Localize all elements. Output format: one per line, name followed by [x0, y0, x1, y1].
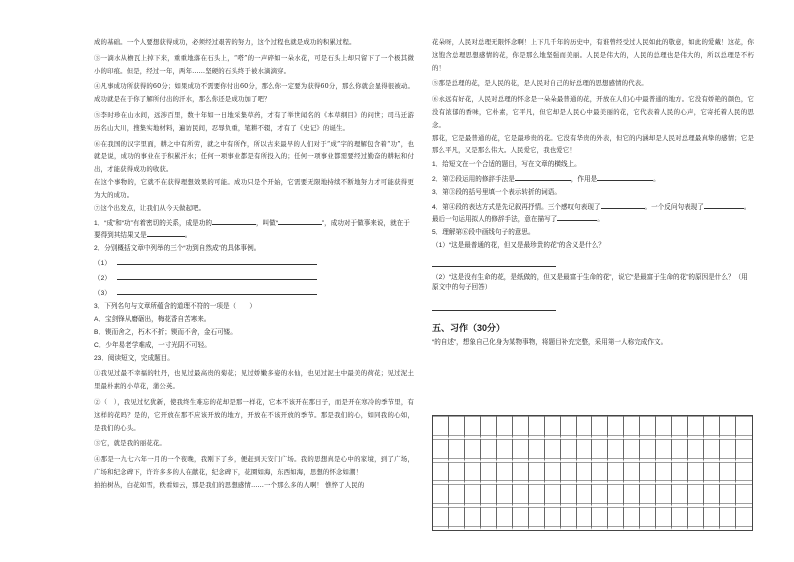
- grid-cell[interactable]: [608, 507, 624, 530]
- grid-cell[interactable]: [720, 462, 736, 485]
- answer-line[interactable]: [117, 272, 317, 280]
- grid-cell[interactable]: [545, 484, 561, 507]
- grid-cell[interactable]: [529, 484, 545, 507]
- grid-cell[interactable]: [688, 439, 704, 462]
- question-1: 1．“成”和“功”有着密切的关系，成是功的 ，叫做“ ”，成功对于做事来说，就在于要得到其结果又是 。: [94, 217, 414, 241]
- right-paragraph-3: ⑥永远有好花，人民对总理的怀念是一朵朵最普通的花，开放在人们心中最普通的地方。它没有娇艳的颜色，它没有浓郁的香味，它朴素，它平凡，但它却是人民心中最美丽的花，它代表着人民的心声，它寄托着人民的思念。: [432, 95, 754, 129]
- grid-cell[interactable]: [577, 439, 593, 462]
- question-23: 23．阅读短文，完成题目。: [94, 355, 174, 363]
- grid-cell[interactable]: [704, 462, 720, 485]
- left-paragraph-7: ⑦这个出发点，让我们从今天做起吧。: [94, 203, 206, 212]
- grid-cell[interactable]: [704, 507, 720, 530]
- grid-cell[interactable]: [433, 484, 449, 507]
- reading-paragraph-1: ①我见过最不幸福的牡丹，也见过最高贵的菊花；见过娇嫩多姿的水仙，也见过泥土中最美的荷花；见过泥土里最朴素的小草花，蒲公英。: [94, 369, 414, 391]
- grid-cell[interactable]: [736, 507, 752, 530]
- grid-cell[interactable]: [481, 462, 497, 485]
- grid-cell[interactable]: [561, 507, 577, 530]
- right-paragraph-2: ⑤那是总理的花，是人民的花，是人民对自己的好总理的思想感情的代表。: [432, 79, 648, 88]
- answer-blank[interactable]: [212, 217, 256, 225]
- question-3: 3．下列名句与文章所蕴含的道理不符的一项是（ ）: [94, 303, 256, 311]
- r-question-2: 2．第②段运用的修辞手法是 ，作用是 。: [432, 173, 754, 185]
- question-2-item-2: （2）: [94, 272, 414, 284]
- grid-cell[interactable]: [481, 507, 497, 530]
- grid-cell[interactable]: [688, 416, 704, 439]
- writing-grid[interactable]: [432, 415, 753, 531]
- question-2-item-1: （1）: [94, 257, 414, 269]
- grid-cell[interactable]: [513, 416, 529, 439]
- grid-cell[interactable]: [640, 416, 656, 439]
- grid-cell[interactable]: [545, 462, 561, 485]
- answer-line[interactable]: [117, 287, 317, 295]
- grid-cell[interactable]: [704, 416, 720, 439]
- answer-blank[interactable]: [278, 217, 322, 225]
- grid-cell[interactable]: [736, 439, 752, 462]
- r-question-5-1: （1）“这是最普通的花，但又是最珍贵的花”的含义是什么？: [432, 242, 605, 250]
- grid-cell[interactable]: [529, 462, 545, 485]
- grid-cell[interactable]: [592, 484, 608, 507]
- grid-cell[interactable]: [497, 507, 513, 530]
- grid-cell[interactable]: [608, 416, 624, 439]
- grid-cell[interactable]: [592, 507, 608, 530]
- left-paragraph-1: 成的基础。一个人要想获得成功，必须经过艰苦的努力，这个过程也就是成功的积累过程。: [94, 38, 356, 46]
- grid-cell[interactable]: [577, 462, 593, 485]
- left-paragraph-2: ③一滴水从檐瓦上掉下来，重重地落在石头上，“嗒”的一声碎如一朵水花，可是石头上却只留下了一个极其微小的印痕。但是，经过一年，两年……坚硬的石头终于被水滴滴穿。: [94, 53, 414, 75]
- grid-cell[interactable]: [688, 484, 704, 507]
- grid-cell[interactable]: [449, 462, 465, 485]
- grid-cell[interactable]: [608, 484, 624, 507]
- left-column: [94, 36, 414, 492]
- grid-cell[interactable]: [720, 484, 736, 507]
- grid-cell[interactable]: [704, 484, 720, 507]
- right-paragraph-4: 那花，它是最普通的花，它是最珍贵的花。它没有华贵的外表，但它的内涵却是人民对总理最真挚的感情；它是那么平凡，又是那么伟大。人民爱它，我也爱它！: [432, 133, 754, 155]
- answer-line[interactable]: [432, 259, 556, 267]
- grid-cell[interactable]: [561, 416, 577, 439]
- grid-cell[interactable]: [513, 484, 529, 507]
- grid-cell[interactable]: [513, 507, 529, 530]
- grid-cell[interactable]: [608, 462, 624, 485]
- grid-cell[interactable]: [433, 507, 449, 530]
- grid-cell[interactable]: [465, 439, 481, 462]
- answer-line[interactable]: [432, 303, 556, 311]
- grid-cell[interactable]: [656, 507, 672, 530]
- grid-cell[interactable]: [481, 439, 497, 462]
- right-paragraph-1: 花朵呀，人民对总理无限怀念啊！上下几千年的历史中，有谁曾经受过人民如此的敬意，如此的爱戴！这花，你这饱含总理思想感情的花，你是那么地坚强而美丽。人民是伟大的，人民的总理也是伟大的，所以总理是不朽的！: [432, 38, 754, 72]
- grid-cell[interactable]: [624, 484, 640, 507]
- answer-blank[interactable]: [515, 173, 571, 181]
- grid-cell[interactable]: [497, 484, 513, 507]
- grid-cell[interactable]: [672, 416, 688, 439]
- grid-cell[interactable]: [672, 462, 688, 485]
- reading-paragraph-4: ④那是一九七六年一月的一个夜晚，我刚下了乡，便赶到天安门广场。我的思想真是心中的家境，到了广场，广场和纪念碑下，许许多多的人在献花，纪念碑下，花圈如海，东西如海，思想的怀念如潮！: [94, 455, 414, 476]
- r-question-5-2: （2）“这是没有生命的花，是纸做的，但又是最富于生命的花”，说它“是最富于生命的花”的原因是什么？（用原文中的句子回答）: [432, 274, 748, 292]
- reading-paragraph-3: ③它，就是我的丽花花。: [94, 439, 166, 448]
- grid-cell[interactable]: [561, 462, 577, 485]
- grid-cell[interactable]: [561, 484, 577, 507]
- grid-cell[interactable]: [720, 507, 736, 530]
- grid-cell[interactable]: [497, 462, 513, 485]
- right-column: [432, 36, 754, 348]
- grid-cell[interactable]: [433, 416, 449, 439]
- grid-cell[interactable]: [640, 462, 656, 485]
- grid-cell[interactable]: [465, 462, 481, 485]
- grid-cell[interactable]: [465, 416, 481, 439]
- grid-cell[interactable]: [529, 416, 545, 439]
- grid-cell[interactable]: [545, 439, 561, 462]
- grid-cell[interactable]: [433, 462, 449, 485]
- grid-cell[interactable]: [497, 439, 513, 462]
- left-paragraph-4: ⑤李时珍在山水间，远涉百里，数十年如一日地采集草药，才有了举世闻名的《本草纲目》的问世；司马迁游历名山大川，搜集实地材料，遍访民间，忍辱负重，笔耕不辍，才有了《史记》的诞生。: [94, 110, 414, 132]
- grid-cell[interactable]: [736, 484, 752, 507]
- grid-cell[interactable]: [561, 439, 577, 462]
- r-question-5: 5．理解第⑥段中画线句子的意思。: [432, 229, 535, 237]
- grid-cell[interactable]: [481, 484, 497, 507]
- answer-blank[interactable]: [601, 201, 645, 209]
- grid-cell[interactable]: [672, 484, 688, 507]
- grid-cell[interactable]: [640, 484, 656, 507]
- grid-cell[interactable]: [624, 439, 640, 462]
- grid-cell[interactable]: [481, 416, 497, 439]
- answer-line[interactable]: [117, 257, 317, 265]
- r-question-3: 3．第③段的括号里填一个表示转折的词语。: [432, 189, 561, 197]
- writing-prompt: “的自述”，想象自己化身为某物事物，将题目补充完整，采用第一人称完成作文。: [432, 339, 668, 347]
- grid-cell[interactable]: [704, 439, 720, 462]
- grid-cell[interactable]: [640, 439, 656, 462]
- grid-cell[interactable]: [736, 462, 752, 485]
- grid-cell[interactable]: [592, 439, 608, 462]
- question-2-item-3: （3）: [94, 287, 414, 299]
- grid-cell[interactable]: [529, 507, 545, 530]
- grid-cell[interactable]: [656, 484, 672, 507]
- grid-cell[interactable]: [624, 462, 640, 485]
- grid-cell[interactable]: [497, 416, 513, 439]
- grid-cell[interactable]: [545, 416, 561, 439]
- grid-cell[interactable]: [688, 507, 704, 530]
- option-a[interactable]: A．宝剑锋从磨砺出，梅花香自苦寒来。: [94, 316, 211, 324]
- grid-cell[interactable]: [529, 439, 545, 462]
- grid-cell[interactable]: [672, 507, 688, 530]
- grid-cell[interactable]: [672, 439, 688, 462]
- option-c[interactable]: C．少年易老学难成，一寸光阴不可轻。: [94, 342, 211, 350]
- reading-paragraph-5: 拍拍树丛，白花如雪，秩看如云，那是我们的思想感情……一个那么多的人啊！ 憔悴了人民的: [94, 480, 365, 489]
- left-paragraph-3: ④凡事成功所获得的60分；如果成功不需要你付出60分，那么你一定要为获得60分，那么你就会显得很被动。成功就是在于你了解所付出的汗水，那么你还是成功加了吧？: [94, 82, 414, 104]
- grid-cell[interactable]: [465, 484, 481, 507]
- left-paragraph-5: ⑥在我国的汉字里面，耕之中有所劳，就之中有所作，所以古来最早的人们对于“成”字的理解包含着“功”，也就是说，成功的事业在于积累汗水；任何一项事业都是有所投入的；任何一项事业都需要经过勤奋的耕耘和付出，才能获得成功的收获。: [94, 139, 414, 174]
- grid-cell[interactable]: [656, 439, 672, 462]
- option-b[interactable]: B．锲而舍之，朽木不折；锲而不舍，金石可镂。: [94, 329, 237, 337]
- r-question-1: 1．给短文在一个合适的题目，写在文章的横线上。: [432, 161, 581, 169]
- section-heading: 五、习作（30分）: [432, 323, 506, 334]
- grid-cell[interactable]: [592, 416, 608, 439]
- r-question-4: 4．第④段的表达方式是先记叙再抒情。三个感叹句表现了 。一个反问句表现了 。最后一句运用拟人的修辞手法，意在描写了 。: [432, 201, 754, 225]
- grid-cell[interactable]: [640, 507, 656, 530]
- grid-cell[interactable]: [465, 507, 481, 530]
- grid-cell[interactable]: [513, 439, 529, 462]
- grid-cell[interactable]: [577, 507, 593, 530]
- grid-cell[interactable]: [624, 416, 640, 439]
- grid-cell[interactable]: [736, 416, 752, 439]
- grid-cell[interactable]: [449, 484, 465, 507]
- answer-blank[interactable]: [147, 229, 185, 237]
- grid-cell[interactable]: [513, 462, 529, 485]
- grid-cell[interactable]: [656, 462, 672, 485]
- grid-cell[interactable]: [656, 416, 672, 439]
- grid-cell[interactable]: [688, 462, 704, 485]
- left-paragraph-6: 在这个事物的，它就不在获得理想效果的可能。成功只是个开始，它需要无限地持续不断地努力才可能获得更为大的成功。: [94, 177, 414, 199]
- grid-cell[interactable]: [720, 439, 736, 462]
- grid-cell[interactable]: [624, 507, 640, 530]
- grid-cell[interactable]: [577, 484, 593, 507]
- question-2: 2．分别概括文章中列举的三个“功到自然成”的具体事例。: [94, 245, 261, 253]
- grid-cell[interactable]: [608, 439, 624, 462]
- reading-paragraph-2: ②（ ），我见过忆犹新，使我终生难忘的花却是那一样花，它本不该开在那日子，而是开在寒冷的季节里，有这样的花吗？是的，它开放在那不应该开放的地方，开放在不该开放的季节。那是我们的心，如同我的心如，是我们的心头。: [94, 397, 414, 432]
- grid-cell[interactable]: [577, 416, 593, 439]
- answer-blank[interactable]: [557, 213, 597, 221]
- grid-cell[interactable]: [545, 507, 561, 530]
- grid-cell[interactable]: [720, 416, 736, 439]
- grid-cell[interactable]: [449, 416, 465, 439]
- grid-cell[interactable]: [433, 439, 449, 462]
- answer-blank[interactable]: [597, 173, 653, 181]
- grid-cell[interactable]: [592, 462, 608, 485]
- answer-blank[interactable]: [704, 201, 744, 209]
- grid-cell[interactable]: [449, 507, 465, 530]
- grid-cell[interactable]: [449, 439, 465, 462]
